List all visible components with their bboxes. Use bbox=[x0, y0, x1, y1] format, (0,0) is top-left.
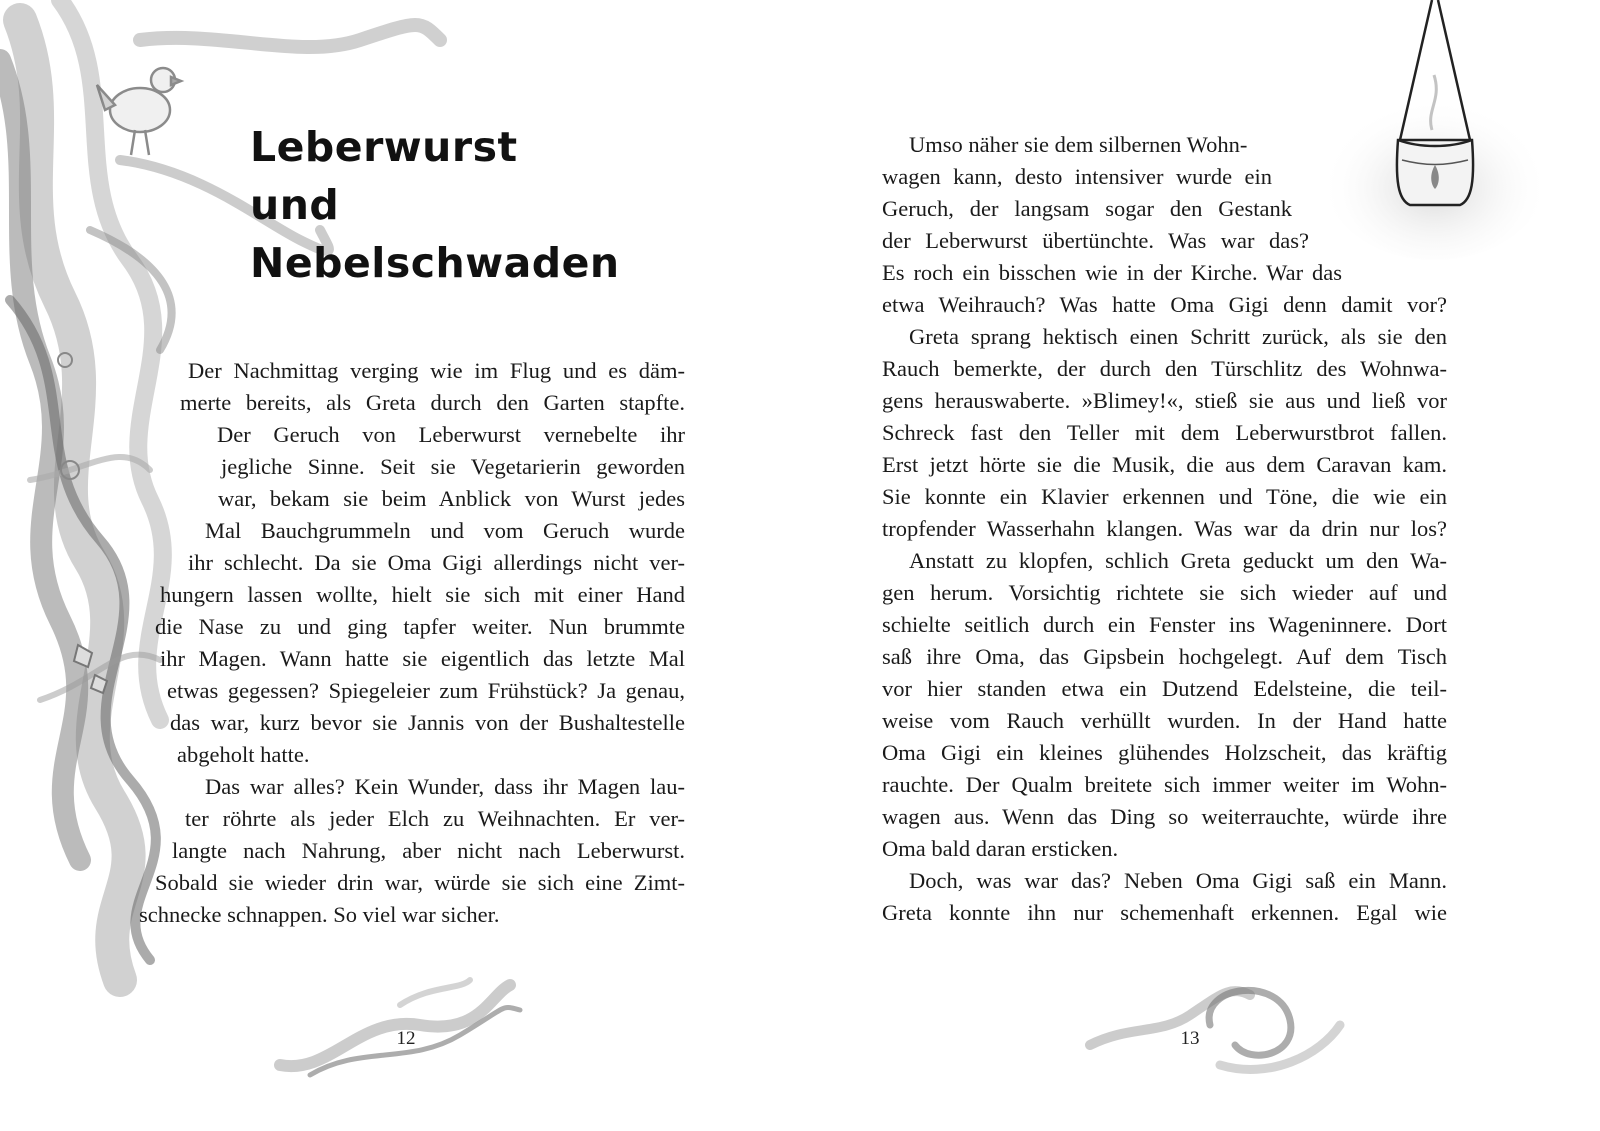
text-line: saß ihre Oma, das Gipsbein hochgelegt. Auf dem Tisch bbox=[882, 644, 1447, 669]
hanging-lantern-illustration bbox=[1320, 0, 1550, 260]
text-line: vor hier standen etwa ein Dutzend Edelsteine, die teil- bbox=[882, 676, 1447, 701]
text-line: weise vom Rauch verhüllt wurden. In der Hand hatte bbox=[882, 708, 1447, 733]
text-line: rauchte. Der Qualm breitete sich immer weiter im Wohn- bbox=[882, 772, 1447, 797]
text-line: tropfender Wasserhahn klangen. Was war da drin nur los? bbox=[882, 516, 1447, 541]
chapter-title-line2: Nebelschwaden bbox=[250, 239, 620, 287]
chapter-title-line1: Leberwurst und bbox=[250, 123, 518, 229]
text-line: ihr schlecht. Da sie Oma Gigi allerdings nicht ver- bbox=[188, 550, 685, 575]
text-line: der Leberwurst übertünchte. Was war das? bbox=[882, 228, 1309, 253]
text-line: etwa Weihrauch? Was hatte Oma Gigi denn damit vor? bbox=[882, 292, 1447, 317]
text-line: Der Geruch von Leberwurst vernebelte ihr bbox=[217, 422, 685, 447]
text-line: hungern lassen wollte, hielt sie sich mit einer Hand bbox=[160, 582, 685, 607]
text-line: jegliche Sinne. Seit sie Vegetarierin geworden bbox=[221, 454, 685, 479]
text-line: merte bereits, als Greta durch den Garten stapfte. bbox=[180, 390, 685, 415]
text-line: die Nase zu und ging tapfer weiter. Nun brummte bbox=[155, 614, 685, 639]
text-line: Anstatt zu klopfen, schlich Greta geduckt um den Wa- bbox=[909, 548, 1447, 573]
text-line: Greta konnte ihn nur schemenhaft erkennen. Egal wie bbox=[882, 900, 1447, 925]
text-line: ihr Magen. Wann hatte sie eigentlich das letzte Mal bbox=[160, 646, 685, 671]
text-line: Umso näher sie dem silbernen Wohn- bbox=[909, 132, 1248, 157]
page-number: 12 bbox=[396, 1028, 416, 1049]
bottom-swirl-illustration bbox=[1080, 965, 1360, 1085]
text-line: Geruch, der langsam sogar den Gestank bbox=[882, 196, 1292, 221]
text-line: Es roch ein bisschen wie in der Kirche. War das bbox=[882, 260, 1342, 285]
text-line: schnecke schnappen. So viel war sicher. bbox=[139, 902, 500, 927]
text-line: Schreck fast den Teller mit dem Leberwurstbrot fallen. bbox=[882, 420, 1447, 445]
text-line: Oma Gigi ein kleines glühendes Holzscheit, das kräftig bbox=[882, 740, 1447, 765]
text-line: Doch, was war das? Neben Oma Gigi saß ein Mann. bbox=[909, 868, 1447, 893]
text-line: ter röhrte als jeder Elch zu Weihnachten. Er ver- bbox=[185, 806, 685, 831]
text-line: Rauch bemerkte, der durch den Türschlitz des Wohnwa- bbox=[882, 356, 1447, 381]
text-line: wagen kann, desto intensiver wurde ein bbox=[882, 164, 1272, 189]
text-line: wagen aus. Wenn das Ding so weiterrauchte, würde ihre bbox=[882, 804, 1447, 829]
text-line: gens herauswaberte. »Blimey!«, stieß sie aus und ließ vor bbox=[882, 388, 1447, 413]
text-line: Sie konnte ein Klavier erkennen und Töne, die wie ein bbox=[882, 484, 1447, 509]
text-line: Erst jetzt hörte sie die Musik, die aus dem Caravan kam. bbox=[882, 452, 1447, 477]
text-line: Oma bald daran ersticken. bbox=[882, 836, 1119, 861]
text-line: schielte seitlich durch ein Fenster ins Wageninnere. Dort bbox=[882, 612, 1447, 637]
text-line: Das war alles? Kein Wunder, dass ihr Magen lau- bbox=[205, 774, 685, 799]
text-line: Greta sprang hektisch einen Schritt zurück, als sie den bbox=[909, 324, 1447, 349]
right-page bbox=[800, 0, 1600, 1131]
text-line: das war, kurz bevor sie Jannis von der Bushaltestelle bbox=[170, 710, 685, 735]
text-line: abgeholt hatte. bbox=[177, 742, 310, 767]
text-line: langte nach Nahrung, aber nicht nach Leberwurst. bbox=[172, 838, 685, 863]
text-line: Mal Bauchgrummeln und vom Geruch wurde bbox=[205, 518, 685, 543]
page-number: 13 bbox=[1180, 1028, 1200, 1049]
text-line: Sobald sie wieder drin war, würde sie sich eine Zimt- bbox=[155, 870, 685, 895]
text-line: war, bekam sie beim Anblick von Wurst jedes bbox=[218, 486, 685, 511]
text-line: etwas gegessen? Spiegeleier zum Frühstück? Ja genau, bbox=[167, 678, 685, 703]
chapter-title bbox=[250, 118, 620, 292]
text-line: Der Nachmittag verging wie im Flug und es däm- bbox=[188, 358, 685, 383]
text-line: gen herum. Vorsichtig richtete sie sich wieder auf und bbox=[882, 580, 1447, 605]
